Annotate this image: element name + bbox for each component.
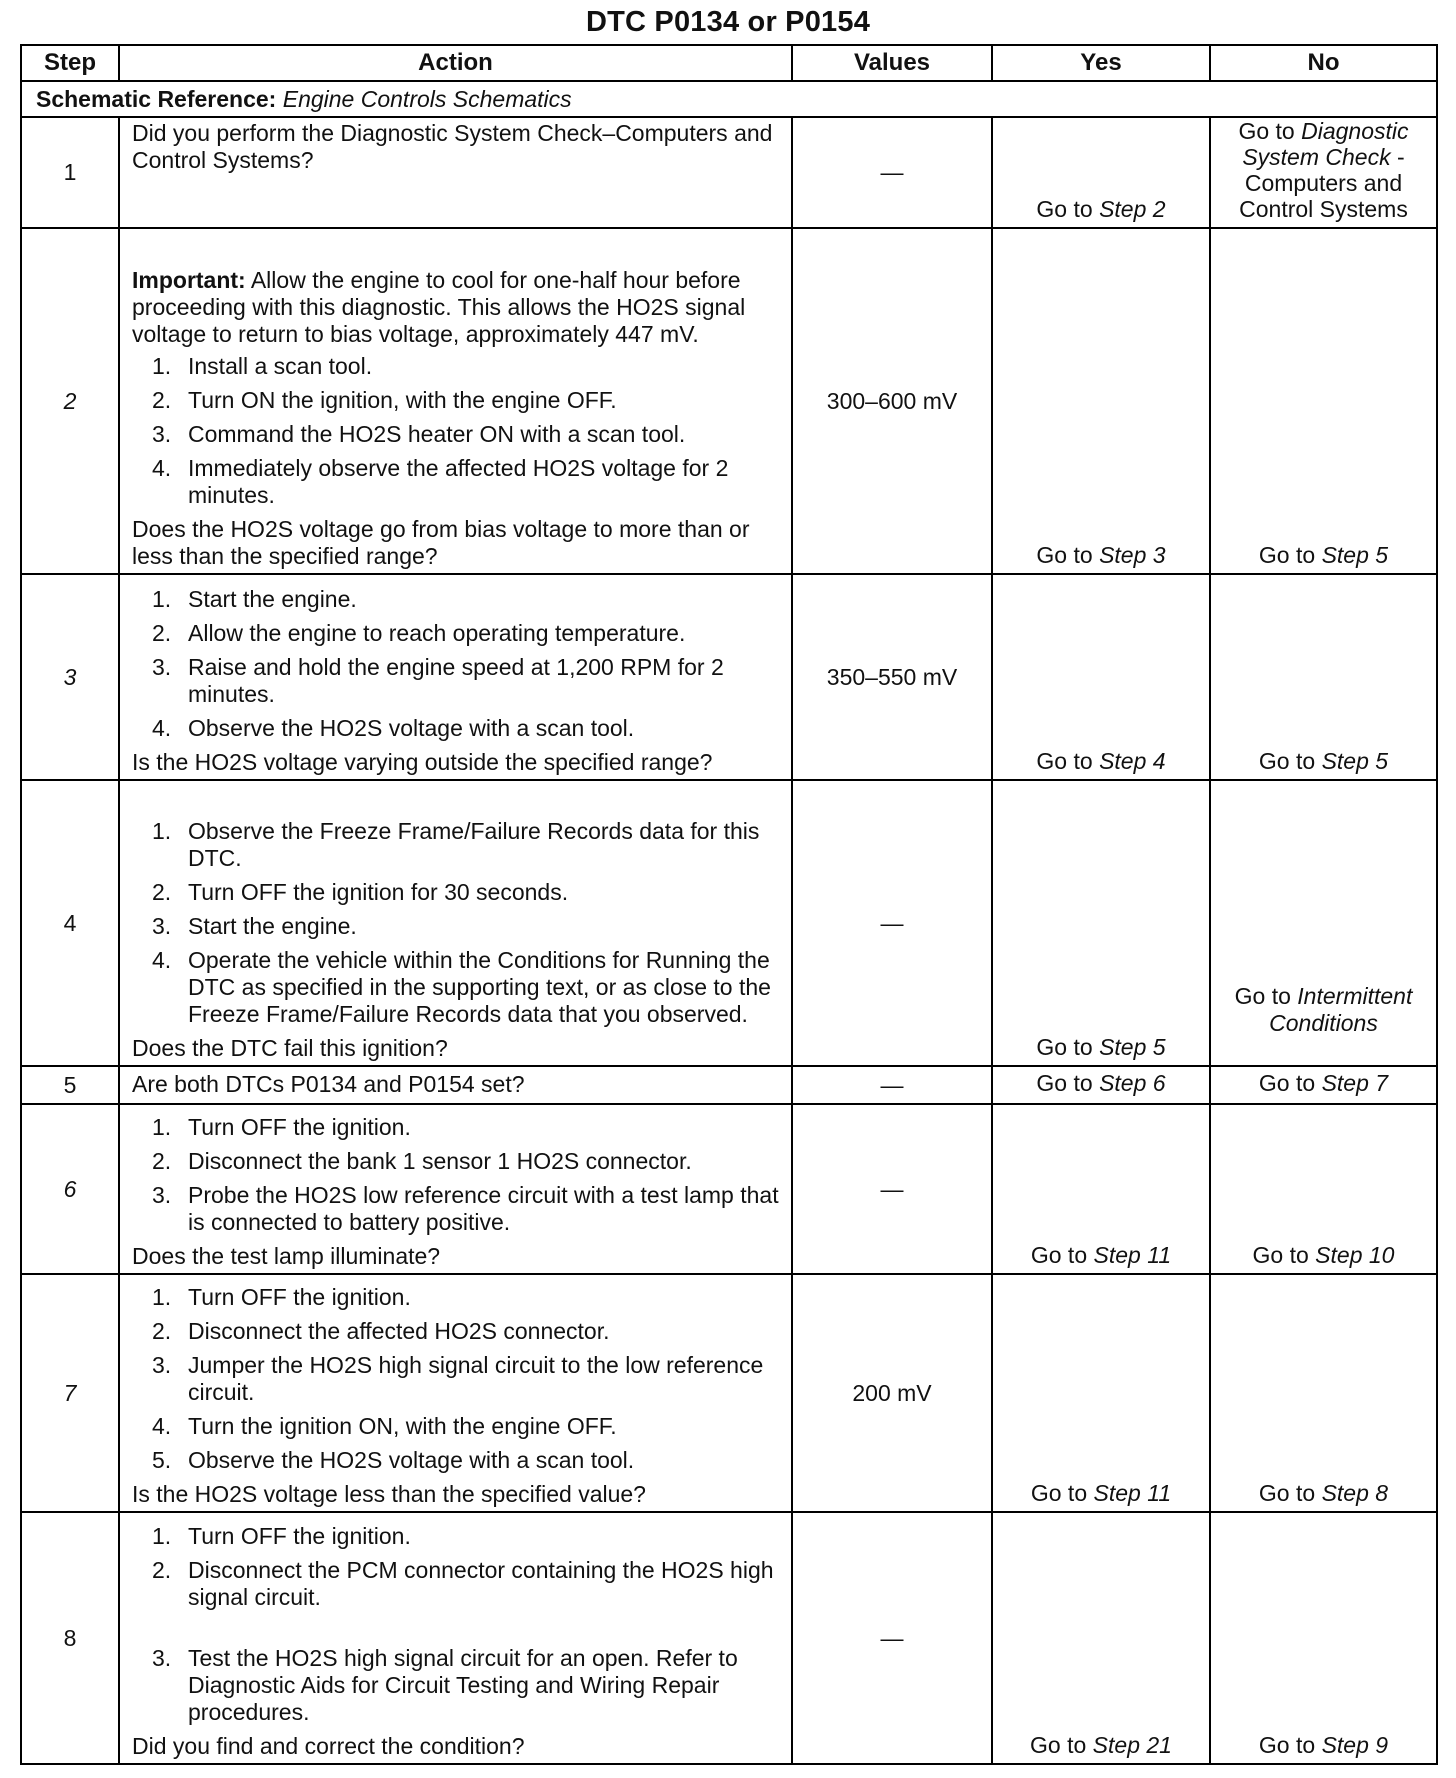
step-number: 3 — [21, 574, 119, 780]
list-item: 1. Install a scan tool. — [152, 353, 373, 379]
yes-link[interactable]: Go to Step 11 — [992, 1104, 1210, 1274]
action-steps — [132, 1114, 781, 1236]
no-link[interactable]: Go to Step 10 — [1210, 1104, 1437, 1274]
list-item: 3. Probe the HO2S low reference circuit with a test lamp that is connected to battery positive. — [152, 1182, 779, 1235]
important-note — [132, 267, 781, 348]
list-item: 2. Disconnect the bank 1 sensor 1 HO2S connector. — [152, 1148, 692, 1174]
action-cell — [119, 780, 792, 1066]
action-question: Are both DTCs P0134 and P0154 set? — [132, 1071, 525, 1097]
schematic-reference-label: Schematic Reference: — [36, 85, 277, 112]
list-item: 3. Start the engine. — [152, 913, 357, 939]
value-cell: — — [792, 1104, 992, 1274]
value-cell: — — [792, 780, 992, 1066]
diagnostic-table — [20, 44, 1438, 1765]
no-link-line: Computers and — [1244, 170, 1403, 196]
list-item: 4. Turn the ignition ON, with the engine OFF. — [152, 1413, 617, 1439]
value-cell: — — [792, 1066, 992, 1104]
step-number: 6 — [21, 1104, 119, 1274]
list-item: 1. Observe the Freeze Frame/Failure Records data for this DTC. — [152, 818, 760, 871]
no-link[interactable]: Go to Step 5 — [1210, 228, 1437, 574]
step-word: Step — [1099, 196, 1147, 222]
list-item: 4. Immediately observe the affected HO2S voltage for 2 minutes. — [152, 455, 729, 508]
table-row — [21, 1104, 1437, 1274]
list-item: 5. Observe the HO2S voltage with a scan tool. — [152, 1447, 635, 1473]
yes-link[interactable]: Go to Step 6 — [992, 1066, 1210, 1104]
no-link-line: System Check — [1242, 144, 1391, 170]
step-number: 2 — [21, 228, 119, 574]
action-cell — [119, 1512, 792, 1764]
list-item: 4. Operate the vehicle within the Conditions for Running the DTC as specified in the supporting text, or as close to the Freeze Frame/Failure Records data that you observed. — [152, 947, 771, 1027]
yes-link[interactable]: Go to Step 11 — [992, 1274, 1210, 1512]
table-row — [21, 1274, 1437, 1512]
value-cell: 200 mV — [792, 1274, 992, 1512]
header-yes: Yes — [992, 45, 1210, 81]
header-no: No — [1210, 45, 1437, 81]
value-cell: — — [792, 117, 992, 228]
important-text: Allow the engine to cool for one-half hour before proceeding with this diagnostic. This allows the HO2S signal voltage to return to bias voltage, approximately 447 mV. — [132, 267, 746, 347]
action-steps — [132, 1523, 781, 1726]
action-question: Does the HO2S voltage go from bias voltage to more than or less than the specified range? — [132, 516, 750, 569]
action-cell — [119, 1066, 792, 1104]
important-label: Important: — [132, 267, 246, 293]
table-row — [21, 574, 1437, 780]
header-values: Values — [792, 45, 992, 81]
no-link[interactable]: Go to Step 9 — [1210, 1512, 1437, 1764]
step-number: 5 — [21, 1066, 119, 1104]
schematic-reference-link[interactable]: Engine Controls Schematics — [282, 85, 572, 112]
action-cell — [119, 1104, 792, 1274]
no-link-line: Diagnostic — [1301, 118, 1409, 144]
no-link[interactable]: Go to Step 7 — [1210, 1066, 1437, 1104]
yes-link[interactable]: Go to Step 3 — [992, 228, 1210, 574]
schematic-reference-row — [21, 81, 1437, 117]
no-link[interactable]: Go to Intermittent Conditions — [1210, 780, 1437, 1066]
action-steps — [132, 586, 781, 742]
action-cell — [119, 117, 792, 228]
table-row — [21, 1512, 1437, 1764]
page-title: DTC P0134 or P0154 — [585, 6, 871, 38]
table-row — [21, 117, 1437, 228]
table-row — [21, 228, 1437, 574]
step-number: 7 — [21, 1274, 119, 1512]
list-item: 3. Test the HO2S high signal circuit for an open. Refer to Diagnostic Aids for Circuit Testing and Wiring Repair procedures. — [152, 1645, 738, 1725]
yes-link[interactable]: Go to Step 4 — [992, 574, 1210, 780]
header-action: Action — [119, 45, 792, 81]
action-question: Is the HO2S voltage varying outside the specified range? — [132, 749, 713, 775]
list-item: 1. Start the engine. — [152, 586, 357, 612]
yes-link[interactable]: Go to Step 5 — [992, 780, 1210, 1066]
value-cell: — — [792, 1512, 992, 1764]
no-link[interactable]: Go to Step 5 — [1210, 574, 1437, 780]
table-row — [21, 1066, 1437, 1104]
yes-link[interactable] — [992, 117, 1210, 228]
list-item: 4. Observe the HO2S voltage with a scan tool. — [152, 715, 635, 741]
no-link[interactable]: Go to Step 8 — [1210, 1274, 1437, 1512]
step-number: 1 — [21, 117, 119, 228]
action-question: Did you perform the Diagnostic System Check–Computers and Control Systems? — [132, 120, 773, 173]
step-number: 8 — [21, 1512, 119, 1764]
list-item: 2. Turn ON the ignition, with the engine OFF. — [152, 387, 617, 413]
header-row — [21, 45, 1437, 81]
no-link[interactable]: Go to Diagnostic System Check - Computers and Control Systems — [1210, 117, 1437, 228]
list-item: 3. Command the HO2S heater ON with a scan tool. — [152, 421, 686, 447]
yes-step-number: 2 — [1152, 196, 1166, 222]
list-item: 2. Disconnect the affected HO2S connector. — [152, 1318, 610, 1344]
no-link-line: Control Systems — [1239, 196, 1408, 222]
list-item: 1. Turn OFF the ignition. — [152, 1284, 411, 1310]
action-question: Does the DTC fail this ignition? — [132, 1035, 448, 1061]
action-question: Is the HO2S voltage less than the specified value? — [132, 1481, 646, 1507]
list-item: 3. Raise and hold the engine speed at 1,200 RPM for 2 minutes. — [152, 654, 724, 707]
header-step: Step — [21, 45, 119, 81]
action-cell — [119, 1274, 792, 1512]
list-item: 2. Turn OFF the ignition for 30 seconds. — [152, 879, 569, 905]
list-item: 2. Allow the engine to reach operating temperature. — [152, 620, 686, 646]
value-cell: 300–600 mV — [792, 228, 992, 574]
go-to-text: Go to — [1036, 196, 1093, 222]
table-row — [21, 780, 1437, 1066]
action-steps — [132, 1284, 781, 1474]
list-item: 1. Turn OFF the ignition. — [152, 1114, 411, 1140]
go-to-text: Go to — [1238, 118, 1295, 144]
yes-link[interactable]: Go to Step 21 — [992, 1512, 1210, 1764]
list-item: 3. Jumper the HO2S high signal circuit to the low reference circuit. — [152, 1352, 764, 1405]
schematic-reference — [21, 81, 1437, 117]
action-steps — [132, 818, 781, 1028]
action-question: Did you find and correct the condition? — [132, 1733, 525, 1759]
action-steps — [132, 353, 781, 509]
list-item: 1. Turn OFF the ignition. — [152, 1523, 411, 1549]
value-cell: 350–550 mV — [792, 574, 992, 780]
action-question: Does the test lamp illuminate? — [132, 1243, 441, 1269]
action-cell — [119, 574, 792, 780]
action-cell — [119, 228, 792, 574]
step-number: 4 — [21, 780, 119, 1066]
list-item: 2. Disconnect the PCM connector containing the HO2S high signal circuit. — [152, 1557, 774, 1610]
